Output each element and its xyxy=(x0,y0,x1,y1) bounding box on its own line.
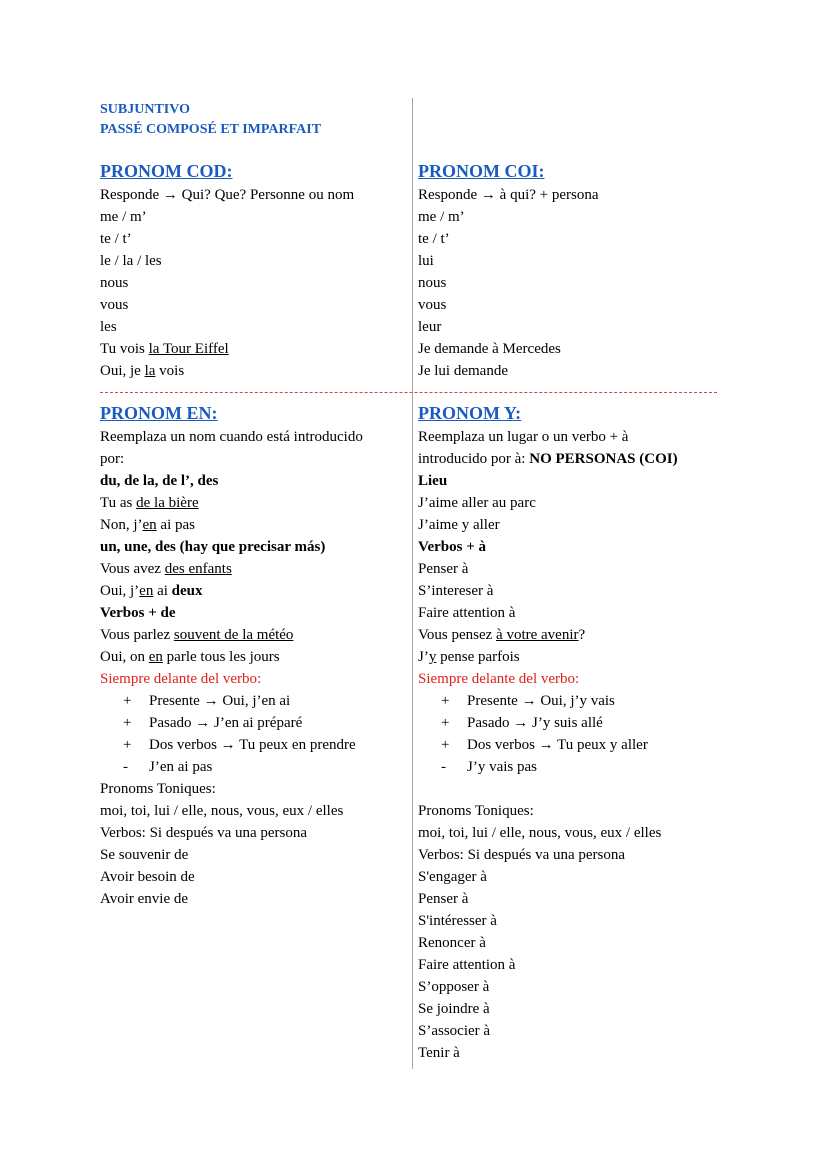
list-item: Faire attention à xyxy=(418,957,516,973)
text-line: te / t’ xyxy=(418,231,450,247)
list-item: - J’y vais pas xyxy=(441,759,537,775)
text-line: Avoir besoin de xyxy=(100,869,195,885)
text-line: Verbos: Si después va una persona xyxy=(100,825,308,841)
example-line: Non, j’en ai pas xyxy=(100,517,195,533)
section-pronom-en xyxy=(100,401,406,910)
bold-line: Verbos + à xyxy=(418,539,486,555)
example-line: J’aime y aller xyxy=(418,517,500,533)
list-item: S’opposer à xyxy=(418,979,490,995)
header-line-subjuntivo: SUBJUNTIVO xyxy=(100,102,190,117)
example-line: Vous pensez à votre avenir? xyxy=(418,627,586,643)
text-line: me / m’ xyxy=(100,209,147,225)
list-item: + Pasado → J’en ai préparé xyxy=(123,715,303,731)
list-item: Tenir à xyxy=(418,1045,460,1061)
text-line: Se souvenir de xyxy=(100,847,189,863)
text-line: introducido por à: NO PERSONAS (COI) xyxy=(418,451,678,467)
text-line: Avoir envie de xyxy=(100,891,189,907)
bold-line: un, une, des (hay que precisar más) xyxy=(100,539,326,555)
list-item: Renoncer à xyxy=(418,935,486,951)
list-item: + Pasado → J’y suis allé xyxy=(441,715,603,731)
text-line: vous xyxy=(100,297,129,313)
section-title: PRONOM COD: xyxy=(100,161,233,181)
section-title: PRONOM Y: xyxy=(418,403,522,423)
list-item: + Dos verbos → Tu peux en prendre xyxy=(123,737,356,753)
example-line: Je lui demande xyxy=(418,363,508,379)
text-line: vous xyxy=(418,297,447,313)
rule-line: Siempre delante del verbo: xyxy=(100,671,262,687)
example-line: Je demande à Mercedes xyxy=(418,341,561,357)
example-line: J’aime aller au parc xyxy=(418,495,536,511)
text-line: leur xyxy=(418,319,442,335)
bold-line: du, de la, de l’, des xyxy=(100,473,219,489)
text-line: Verbos: Si después va una persona xyxy=(418,847,626,863)
example-line: Vous avez des enfants xyxy=(100,561,232,577)
list-item: + Presente → Oui, j’en ai xyxy=(123,693,291,709)
text-line: por: xyxy=(100,451,125,467)
text-line: me / m’ xyxy=(418,209,465,225)
text-line: moi, toi, lui / elle, nous, vous, eux / elles xyxy=(418,825,662,841)
text-line: Pronoms Toniques: xyxy=(418,803,534,819)
example-line: Tu as de la bière xyxy=(100,495,199,511)
example-line: Tu vois la Tour Eiffel xyxy=(100,341,229,357)
list-item: Se joindre à xyxy=(418,1001,490,1017)
list-item: S’associer à xyxy=(418,1023,491,1039)
rule-line: Siempre delante del verbo: xyxy=(418,671,580,687)
bold-line: Verbos + de xyxy=(100,605,176,621)
text-line: te / t’ xyxy=(100,231,132,247)
section-divider-dashed xyxy=(100,392,717,393)
example-line: Oui, on en parle tous les jours xyxy=(100,649,280,665)
text-line: lui xyxy=(418,253,434,269)
text-line: Penser à xyxy=(418,561,469,577)
document-header xyxy=(100,100,321,140)
example-line: J’y pense parfois xyxy=(418,649,520,665)
example-line: Oui, je la vois xyxy=(100,363,185,379)
list-item: Penser à xyxy=(418,891,469,907)
section-pronom-cod xyxy=(100,159,406,382)
section-pronom-y xyxy=(418,401,718,1064)
text-line: nous xyxy=(418,275,447,291)
list-item: S'intéresser à xyxy=(418,913,497,929)
text-line: S’intereser à xyxy=(418,583,494,599)
column-divider xyxy=(412,98,413,1069)
text-line: Pronoms Toniques: xyxy=(100,781,216,797)
text-line: moi, toi, lui / elle, nous, vous, eux / elles xyxy=(100,803,344,819)
text-line: le / la / les xyxy=(100,253,162,269)
list-item: S'engager à xyxy=(418,869,487,885)
list-item: - J’en ai pas xyxy=(123,759,213,775)
text-line: Reemplaza un nom cuando está introducido xyxy=(100,429,363,445)
text-line: nous xyxy=(100,275,129,291)
example-line: Vous parlez souvent de la météo xyxy=(100,627,294,643)
text-line: les xyxy=(100,319,117,335)
section-title: PRONOM COI: xyxy=(418,161,545,181)
header-line-passe-compose: PASSÉ COMPOSÉ ET IMPARFAIT xyxy=(100,122,322,137)
section-pronom-coi xyxy=(418,159,718,382)
text-line: Faire attention à xyxy=(418,605,516,621)
section-title: PRONOM EN: xyxy=(100,403,218,423)
list-item: + Dos verbos → Tu peux y aller xyxy=(441,737,648,753)
list-item: + Presente → Oui, j’y vais xyxy=(441,693,615,709)
bold-line: Lieu xyxy=(418,473,448,489)
example-line: Oui, j’en ai deux xyxy=(100,583,203,599)
text-line: Responde → Qui? Que? Personne ou nom xyxy=(100,187,355,203)
text-line: Reemplaza un lugar o un verbo + à xyxy=(418,429,629,445)
blank-line xyxy=(418,778,718,800)
text-line: Responde → à qui? + persona xyxy=(418,187,599,203)
